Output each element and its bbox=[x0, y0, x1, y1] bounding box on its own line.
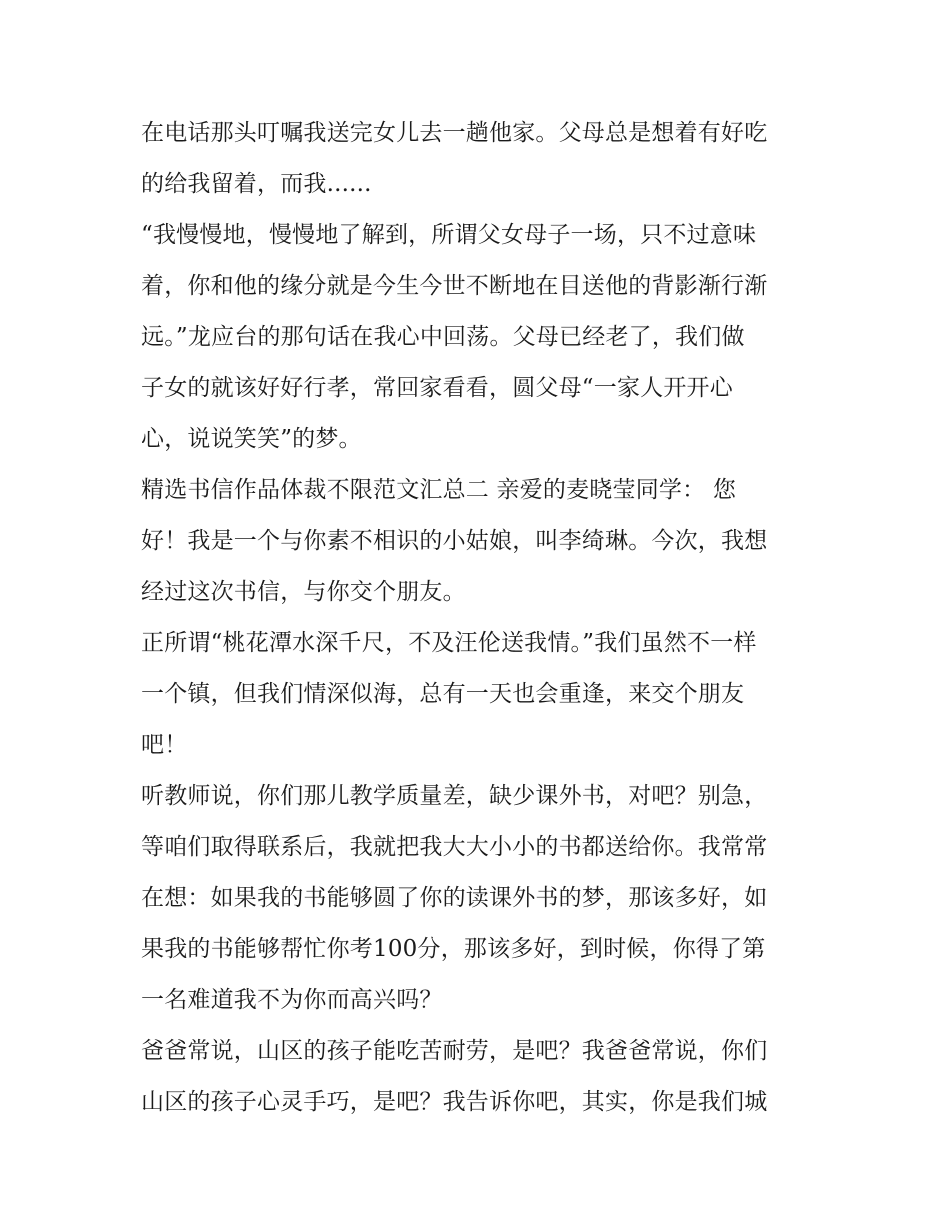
text-line: 爸爸常说，山区的孩子能吃苦耐劳，是吧？我爸爸常说，你们 bbox=[141, 1038, 768, 1064]
text-line: 吧！ bbox=[141, 732, 188, 758]
text-line: 精选书信作品体裁不限范文汇总二 亲爱的麦晓莹同学： 您 bbox=[141, 477, 737, 503]
text-line: 等咱们取得联系后，我就把我大大小小的书都送给你。我常常 bbox=[141, 834, 768, 860]
text-line: 子女的就该好好行孝，常回家看看，圆父母“一家人开开心 bbox=[141, 375, 733, 401]
text-line: 果我的书能够帮忙你考100分，那该多好，到时候，你得了第 bbox=[141, 936, 766, 962]
text-line: 远。”龙应台的那句话在我心中回荡。父母已经老了，我们做 bbox=[141, 324, 745, 350]
text-line: 着，你和他的缘分就是今生今世不断地在目送他的背影渐行渐 bbox=[141, 273, 768, 299]
text-line: 一个镇，但我们情深似海，总有一天也会重逢，来交个朋友 bbox=[141, 681, 745, 707]
document-body bbox=[141, 108, 821, 1128]
text-line: “我慢慢地，慢慢地了解到，所谓父女母子一场，只不过意味 bbox=[141, 222, 757, 248]
text-line: 正所谓“桃花潭水深千尺，不及汪伦送我情。”我们虽然不一样 bbox=[141, 630, 757, 656]
text-line: 心，说说笑笑”的梦。 bbox=[141, 426, 362, 452]
text-line: 一名难道我不为你而高兴吗？ bbox=[141, 987, 443, 1013]
text-line: 好！我是一个与你素不相识的小姑娘，叫李绮琳。今次，我想 bbox=[141, 528, 768, 554]
text-line: 山区的孩子心灵手巧，是吧？我告诉你吧，其实，你是我们城 bbox=[141, 1089, 768, 1115]
text-line: 在电话那头叮嘱我送完女儿去一趟他家。父母总是想着有好吃 bbox=[141, 120, 768, 146]
text-line: 听教师说，你们那儿教学质量差，缺少课外书，对吧？别急， bbox=[141, 783, 768, 809]
text-line: 的给我留着，而我...... bbox=[141, 171, 372, 197]
text-line: 经过这次书信，与你交个朋友。 bbox=[141, 579, 466, 605]
text-line: 在想：如果我的书能够圆了你的读课外书的梦，那该多好，如 bbox=[141, 885, 768, 911]
